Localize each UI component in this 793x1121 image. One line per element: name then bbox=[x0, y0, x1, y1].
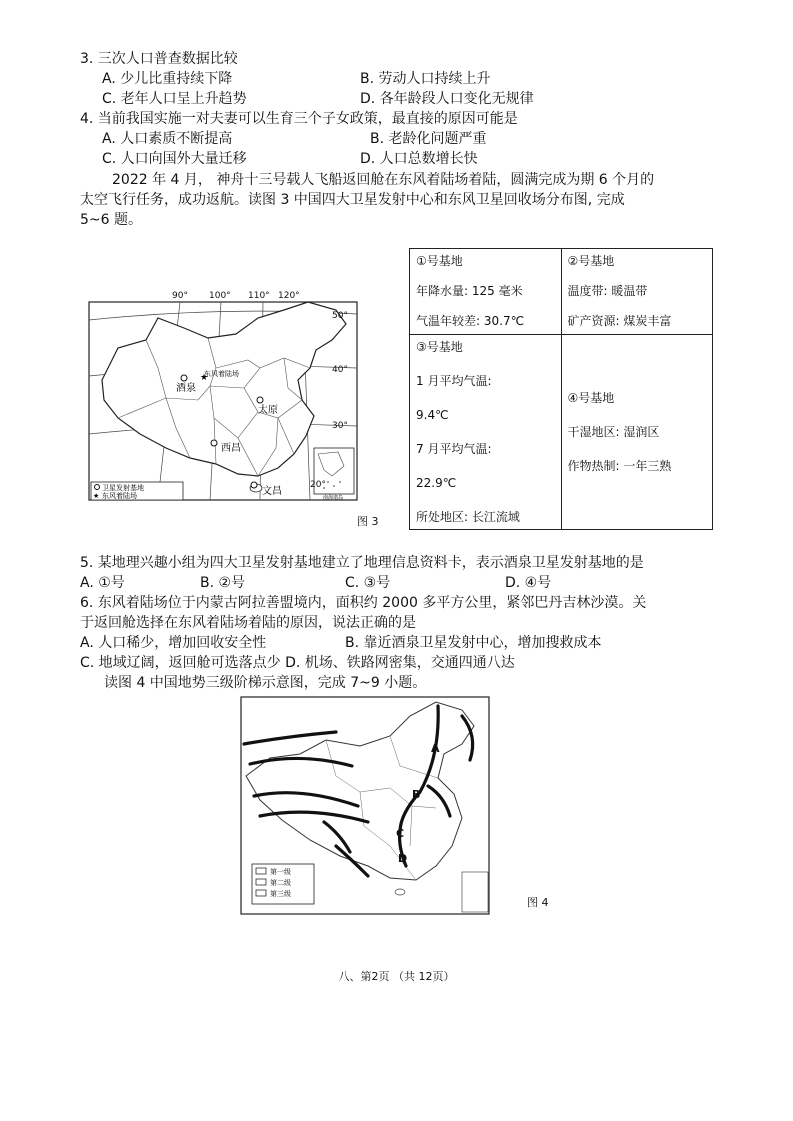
card-3-line4: 22.9℃ bbox=[416, 476, 457, 490]
jiuquan-marker bbox=[181, 375, 187, 381]
legend-step-3: 第三级 bbox=[270, 890, 291, 898]
card-3-title: ③号基地 bbox=[416, 340, 463, 354]
figure-3-caption: 图 3 bbox=[357, 515, 379, 528]
legend-landing-star-icon: ★ bbox=[93, 492, 100, 500]
q3-option-d: D. 各年龄段人口变化无规律 bbox=[360, 91, 534, 107]
card-2-line1: 温度带: 暖温带 bbox=[567, 284, 648, 298]
zone-letter-b: B bbox=[412, 788, 421, 801]
q5-stem: 5. 某地理兴趣小组为四大卫星发射基地建立了地理信息资料卡，表示酒泉卫星发射基地的是 bbox=[80, 555, 644, 571]
china-terrain-steps-map bbox=[240, 696, 490, 916]
q6-option-b: B. 靠近酒泉卫星发射中心，增加搜救成本 bbox=[345, 635, 602, 651]
q6-option-a: A. 人口稀少，增加回收安全性 bbox=[80, 635, 267, 651]
china-launch-sites-map bbox=[88, 288, 360, 504]
q4-option-a: A. 人口素质不断提高 bbox=[102, 131, 233, 147]
intro-7-9: 读图 4 中国地势三级阶梯示意图，完成 7~9 小题。 bbox=[104, 675, 427, 691]
card-1-title: ①号基地 bbox=[416, 254, 463, 268]
q6-stem-line1: 6. 东风着陆场位于内蒙古阿拉善盟境内，面积约 2000 多平方公里，紧邻巴丹吉林沙漠。关 bbox=[80, 595, 647, 611]
card-4-line2: 作物热制: 一年三熟 bbox=[567, 459, 672, 473]
card-2-title: ②号基地 bbox=[567, 254, 615, 268]
legend-step-2: 第二级 bbox=[270, 879, 291, 887]
figure-4-caption: 图 4 bbox=[527, 896, 549, 909]
q6-stem-line2: 于返回舱选择在东风着陆场着陆的原因，说法正确的是 bbox=[80, 615, 416, 631]
lat-label: 30° bbox=[332, 421, 348, 431]
intro-5-6-line2: 太空飞行任务，成功返航。读图 3 中国四大卫星发射中心和东风卫星回收场分布图, 完成 bbox=[80, 192, 625, 208]
lon-label: 120° bbox=[278, 291, 300, 301]
legend-step-1: 第一级 bbox=[270, 868, 291, 876]
lon-label: 90° bbox=[172, 291, 188, 301]
q4-option-c: C. 人口向国外大量迁移 bbox=[102, 151, 247, 167]
lat-label: 20° bbox=[310, 480, 326, 490]
inset-note: 南海诸岛 bbox=[323, 495, 344, 501]
q4-stem: 4. 当前我国实施一对夫妻可以生育三个子女政策，最直接的原因可能是 bbox=[80, 111, 518, 127]
q5-option-a: A. ①号 bbox=[80, 575, 125, 591]
wenchang-marker bbox=[251, 482, 257, 488]
q3-option-a: A. 少儿比重持续下降 bbox=[102, 71, 233, 87]
card-base-2 bbox=[561, 249, 713, 335]
card-base-1 bbox=[410, 249, 562, 335]
lat-label: 40° bbox=[332, 365, 348, 375]
card-3-line5: 所处地区: 长江流域 bbox=[416, 510, 520, 524]
q5-option-b: B. ②号 bbox=[200, 575, 246, 591]
place-jiuquan: 酒泉 bbox=[176, 383, 196, 394]
legend-landing: 东风着陆场 bbox=[102, 492, 137, 500]
card-1-line1: 年降水量: 125 毫米 bbox=[416, 284, 523, 298]
card-3-line3: 7 月平均气温: bbox=[416, 442, 492, 456]
card-2-line2: 矿产资源: 煤炭丰富 bbox=[567, 314, 672, 328]
q3-option-c: C. 老年人口呈上升趋势 bbox=[102, 91, 247, 107]
xichang-marker bbox=[211, 440, 217, 446]
q3-option-b: B. 劳动人口持续上升 bbox=[360, 71, 491, 87]
lon-label: 110° bbox=[248, 291, 270, 301]
intro-5-6-line3: 5~6 题。 bbox=[80, 212, 142, 228]
page-footer: 八、第2页 （共 12页） bbox=[338, 970, 455, 983]
place-taiyuan: 太原 bbox=[258, 405, 278, 416]
lat-label: 50° bbox=[332, 311, 348, 321]
place-wenchang: 文昌 bbox=[262, 486, 282, 497]
card-1-line2: 气温年较差: 30.7℃ bbox=[416, 314, 525, 328]
legend-launch-icon bbox=[95, 485, 100, 490]
card-base-4 bbox=[561, 335, 713, 530]
lon-label: 100° bbox=[209, 291, 231, 301]
place-dongfeng: 东风着陆场 bbox=[204, 370, 239, 378]
zone-letter-d: D bbox=[398, 852, 408, 865]
legend-launch: 卫星发射基地 bbox=[102, 484, 144, 492]
q4-option-d: D. 人口总数增长快 bbox=[360, 151, 478, 167]
intro-5-6-line1: 2022 年 4 月， 神舟十三号载人飞船返回舱在东风着陆场着陆，圆满完成为期 6 个月的 bbox=[112, 172, 655, 188]
q5-option-d: D. ④号 bbox=[505, 575, 552, 591]
zone-letter-c: C bbox=[396, 827, 405, 840]
card-3-line2: 9.4℃ bbox=[416, 408, 449, 422]
card-base-3 bbox=[410, 335, 562, 530]
dongfeng-star-icon: ★ bbox=[200, 373, 209, 383]
q6-option-cd: C. 地域辽阔，返回舱可选落点少 D. 机场、铁路网密集，交通四通八达 bbox=[80, 655, 515, 671]
q4-option-b: B. 老龄化问题严重 bbox=[370, 131, 487, 147]
card-4-title: ④号基地 bbox=[567, 391, 615, 405]
card-4-line1: 干湿地区: 湿润区 bbox=[567, 425, 660, 439]
q3-stem: 3. 三次人口普查数据比较 bbox=[80, 51, 238, 67]
place-xichang: 西昌 bbox=[221, 443, 241, 454]
launch-base-info-cards bbox=[409, 248, 713, 530]
zone-letter-a: A bbox=[431, 742, 440, 755]
q5-option-c: C. ③号 bbox=[345, 575, 391, 591]
card-3-line1: 1 月平均气温: bbox=[416, 374, 492, 388]
taiyuan-marker bbox=[257, 397, 263, 403]
